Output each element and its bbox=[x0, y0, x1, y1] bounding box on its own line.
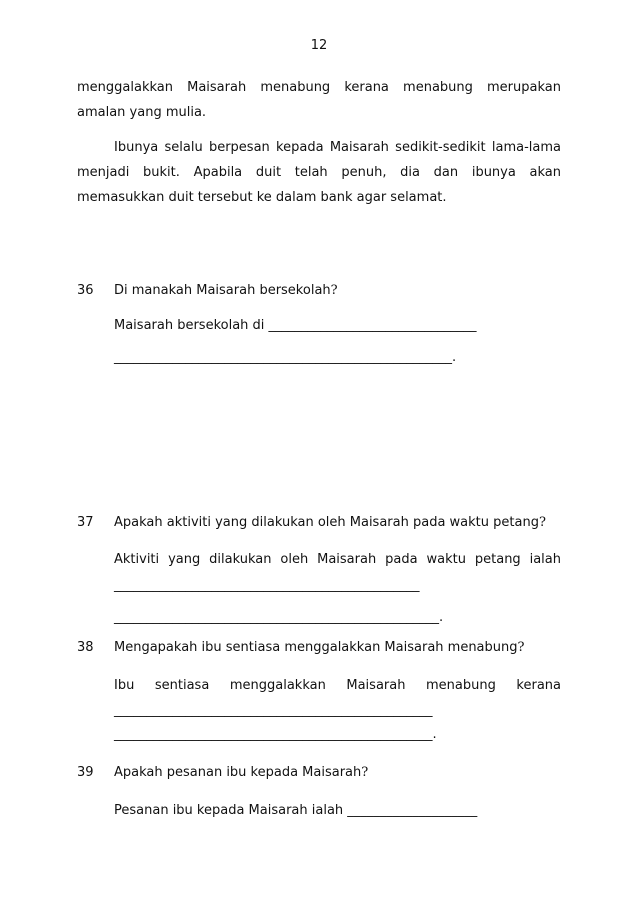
question-text: Apakah pesanan ibu kepada Maisarah? bbox=[114, 765, 369, 780]
answer-line[interactable]: Aktiviti yang dilakukan oleh Maisarah pada waktu petang ialah bbox=[114, 552, 561, 567]
passage-line: amalan yang mulia. bbox=[77, 105, 207, 120]
answer-line[interactable]: Pesanan ibu kepada Maisarah ialah ____________________ bbox=[114, 803, 478, 818]
passage-line: menjadi bukit. Apabila duit telah penuh, dia dan ibunya akan bbox=[77, 165, 561, 180]
passage-line: memasukkan duit tersebut ke dalam bank agar selamat. bbox=[77, 190, 447, 205]
question-text: Apakah aktiviti yang dilakukan oleh Maisarah pada waktu petang? bbox=[114, 515, 546, 530]
answer-line[interactable]: _______________________________________________ bbox=[114, 578, 420, 593]
answer-line[interactable]: ____________________________________________________. bbox=[114, 350, 457, 365]
question-number: 37 bbox=[77, 515, 94, 530]
answer-line[interactable]: Ibu sentiasa menggalakkan Maisarah menabung kerana bbox=[114, 678, 561, 693]
passage-line: Ibunya selalu berpesan kepada Maisarah sedikit-sedikit lama-lama bbox=[114, 140, 561, 155]
question-number: 38 bbox=[77, 640, 94, 655]
question-number: 39 bbox=[77, 765, 94, 780]
answer-line[interactable]: Maisarah bersekolah di ________________________________ bbox=[114, 318, 477, 333]
answer-line[interactable]: _________________________________________________. bbox=[114, 727, 437, 742]
question-number: 36 bbox=[77, 283, 94, 298]
answer-line[interactable]: _________________________________________________ bbox=[114, 703, 433, 718]
question-text: Di manakah Maisarah bersekolah? bbox=[114, 283, 338, 298]
question-text: Mengapakah ibu sentiasa menggalakkan Maisarah menabung? bbox=[114, 640, 525, 655]
passage-line: menggalakkan Maisarah menabung kerana menabung merupakan bbox=[77, 80, 561, 95]
page-number: 12 bbox=[310, 38, 328, 53]
answer-line[interactable]: __________________________________________________. bbox=[114, 610, 444, 625]
